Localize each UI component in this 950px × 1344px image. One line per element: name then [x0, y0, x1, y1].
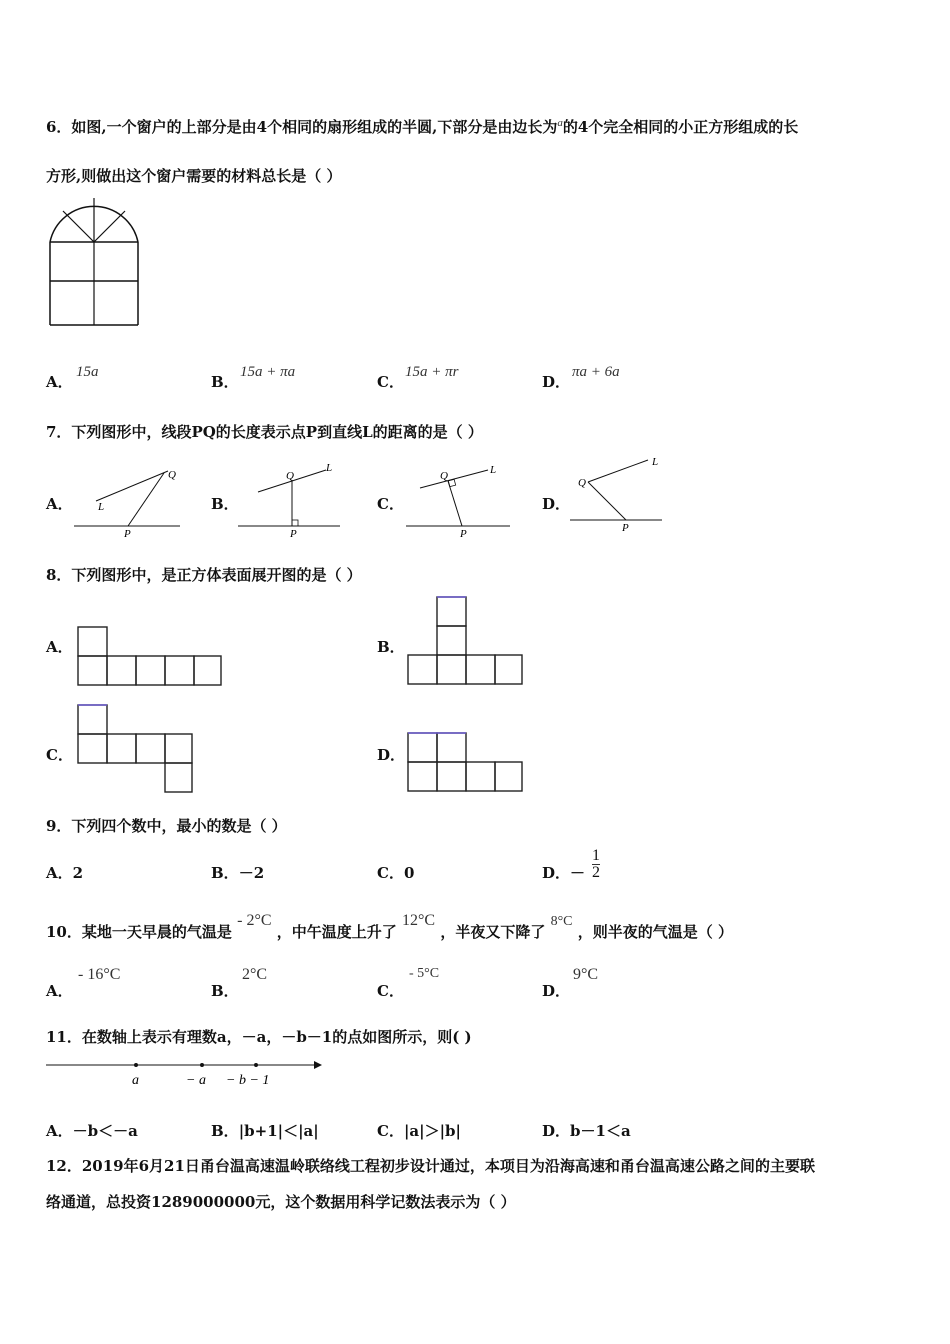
axis-label-neg-b-1: − b − 1	[226, 1073, 270, 1088]
q7c-label-q: Q	[440, 470, 448, 482]
q9-option-d[interactable]: D．－	[542, 864, 586, 882]
q10-option-b[interactable]: B．	[211, 982, 239, 1000]
q6-var-a: a	[557, 117, 563, 129]
q8-option-b[interactable]: B．	[377, 638, 405, 656]
q7-option-a[interactable]: A．	[46, 495, 73, 513]
q12-stem-line2: 络通道，总投资1289000000元，这个数据用科学记数法表示为（ ）	[46, 1193, 516, 1211]
q10-option-d-value: 9°C	[573, 966, 599, 983]
q8-net-d	[406, 731, 526, 795]
q9-fraction-half: $\frac{1}{2}$	[592, 847, 600, 881]
q10-option-c-value: - 5°C	[409, 966, 440, 981]
q7-option-d[interactable]: D．	[542, 495, 571, 513]
q10-option-a[interactable]: A．	[46, 982, 73, 1000]
q7-figure-d	[568, 454, 672, 536]
q11-option-c[interactable]: C．|a|＞|b|	[377, 1122, 461, 1140]
q12-stem-line1: 12．2019年6月21日甬台温高速温岭联络线工程初步设计通过，本项目为沿海高速和甬台温高速公路之间的主要联	[46, 1157, 815, 1175]
q8-net-a	[76, 625, 224, 687]
q7a-label-p: P	[124, 528, 131, 540]
q10-option-c[interactable]: C．	[377, 982, 404, 1000]
q7a-label-l: L	[98, 501, 105, 513]
q6-option-a-value: 15a	[76, 364, 99, 380]
q11-option-b[interactable]: B．|b+1|＜|a|	[211, 1122, 319, 1140]
q8-option-d[interactable]: D．	[377, 746, 406, 764]
q7d-label-q: Q	[578, 477, 586, 489]
q7b-label-p: P	[290, 528, 297, 540]
q7d-label-p: P	[622, 522, 629, 534]
q11-option-d[interactable]: D．b－1＜a	[542, 1122, 631, 1140]
q7-figure-b	[236, 458, 346, 538]
q6-option-d-value: πa + 6a	[572, 364, 620, 380]
q8-net-c	[76, 703, 196, 795]
q6-option-b-value: 15a + πa	[240, 364, 296, 380]
q6-option-c-value: 15a + πr	[405, 364, 459, 380]
q7c-label-l: L	[490, 464, 497, 476]
axis-label-neg-a: − a	[186, 1073, 206, 1088]
q9-option-c[interactable]: C．0	[377, 864, 415, 882]
q11-stem: 11．在数轴上表示有理数a，－a，－b－1的点如图所示，则( )	[46, 1028, 472, 1046]
q11-option-a[interactable]: A．－b＜－a	[46, 1122, 138, 1140]
q8-option-a[interactable]: A．	[46, 638, 73, 656]
q6-stem-line1: 6．如图,一个窗户的上部分是由4个相同的扇形组成的半圆,下部分是由边长为$^a$的4个完全相同的小正方形组成的长	[46, 117, 799, 136]
q11-number-line	[44, 1056, 326, 1090]
q10-temp-rise: 12°C	[402, 912, 436, 929]
q7-figure-c	[404, 460, 516, 540]
q10-temp-drop: 8°C	[550, 914, 573, 929]
q10-temp-morning: - 2°C	[237, 912, 272, 929]
q8-stem: 8．下列图形中，是正方体表面展开图的是（ ）	[46, 566, 362, 584]
q9-stem: 9．下列四个数中，最小的数是（ ）	[46, 817, 287, 835]
q10-option-a-value: - 16°C	[78, 966, 121, 983]
axis-label-a: a	[132, 1073, 139, 1088]
q9-option-b[interactable]: B．－2	[211, 864, 265, 882]
q7-stem: 7．下列图形中，线段PQ的长度表示点P到直线L的距离的是（ ）	[46, 423, 483, 441]
q6-option-b[interactable]: B．	[211, 373, 239, 391]
q9-option-a[interactable]: A．2	[46, 864, 84, 882]
q10-stem: 10．某地一天早晨的气温是 - 2°C ，中午温度上升了 12°C ，半夜又下降了 8°C ，则半夜的气温是（ ）	[46, 912, 733, 941]
q7b-label-l: L	[326, 462, 333, 474]
q7c-label-p: P	[460, 528, 467, 540]
q10-option-d[interactable]: D．	[542, 982, 571, 1000]
q8-net-b	[406, 595, 526, 687]
q7-option-b[interactable]: B．	[211, 495, 239, 513]
q6-option-c[interactable]: C．	[377, 373, 404, 391]
q7-figure-a	[72, 466, 184, 538]
q7b-label-q: Q	[286, 470, 294, 482]
window-figure	[48, 197, 140, 327]
q7-option-c[interactable]: C．	[377, 495, 404, 513]
q7d-label-l: L	[652, 456, 659, 468]
q8-option-c[interactable]: C．	[46, 746, 73, 764]
q6-stem-line2: 方形,则做出这个窗户需要的材料总长是（ ）	[46, 167, 342, 185]
q6-option-a[interactable]: A．	[46, 373, 73, 391]
q6-option-d[interactable]: D．	[542, 373, 571, 391]
q10-option-b-value: 2°C	[242, 966, 268, 983]
q7a-label-q: Q	[168, 469, 176, 481]
